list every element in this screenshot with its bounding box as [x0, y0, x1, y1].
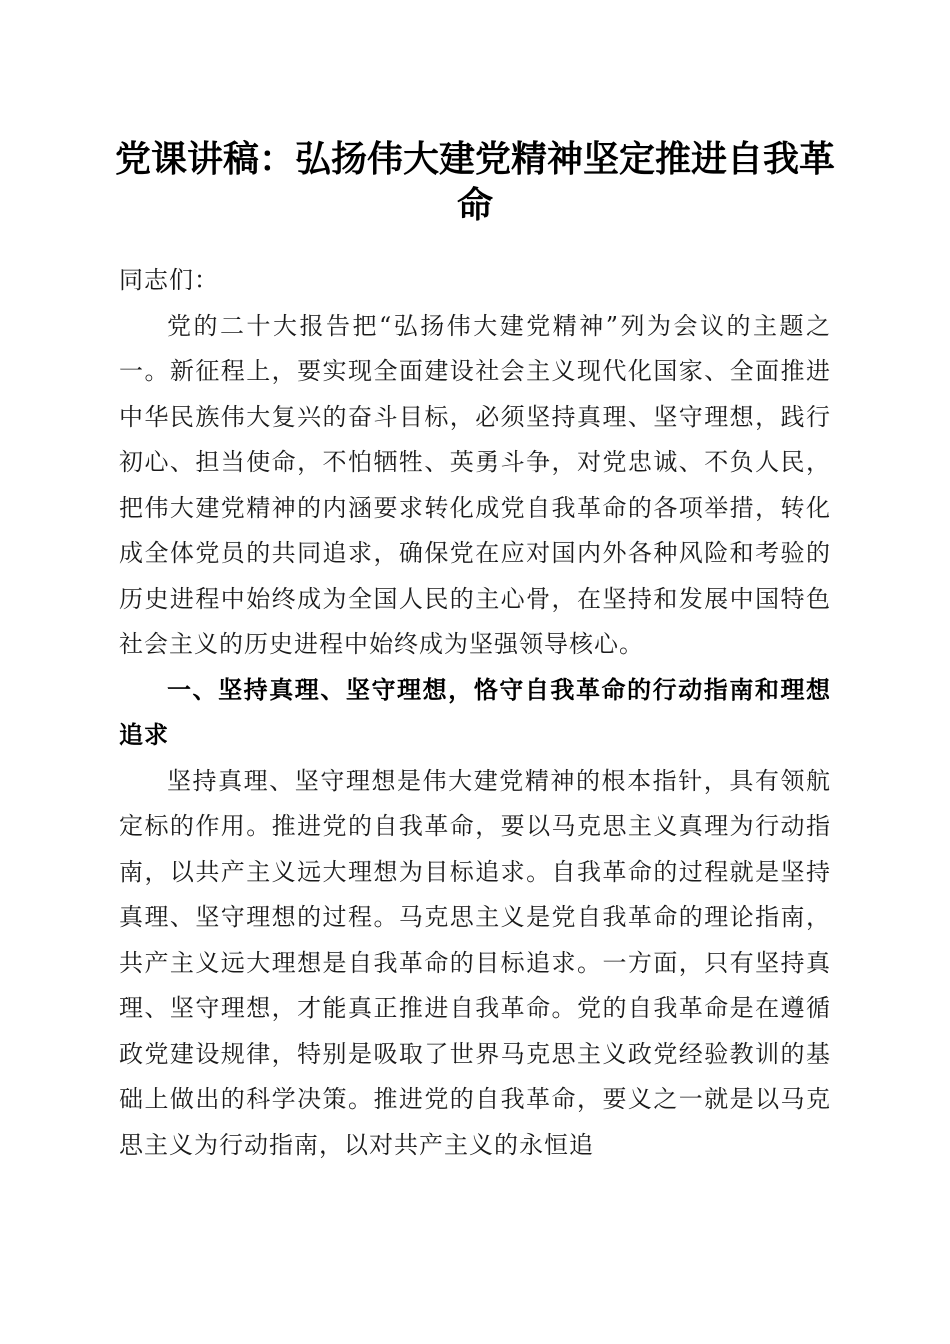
- document-body: [119, 258, 831, 1168]
- section-heading-1: 一、坚持真理、坚守理想，恪守自我革命的行动指南和理想追求: [119, 675, 831, 749]
- document-title: 党课讲稿：弘扬伟大建党精神坚定推进自我革命: [114, 138, 835, 226]
- paragraph-section-1: 坚持真理、坚守理想是伟大建党精神的根本指针，具有领航定标的作用。推进党的自我革命，要以马克思主义真理为行动指南，以共产主义远大理想为目标追求。自我革命的过程就是坚持真理、坚守理想的过程。马克思主义是党自我革命的理论指南，共产主义远大理想是自我革命的目标追求。一方面，只有坚持真理、坚守理想，才能真正推进自我革命。党的自我革命是在遵循政党建设规律，特别是吸取了世界马克思主义政党经验教训的基础上做出的科学决策。推进党的自我革命，要义之一就是以马克思主义为行动指南，以对共产主义的永恒追: [119, 766, 831, 1159]
- paragraph-intro: 党的二十大报告把“弘扬伟大建党精神”列为会议的主题之一。新征程上，要实现全面建设社会主义现代化国家、全面推进中华民族伟大复兴的奋斗目标，必须坚持真理、坚守理想，践行初心、担当使命，不怕牺牲、英勇斗争，对党忠诚、不负人民，把伟大建党精神的内涵要求转化成党自我革命的各项举措，转化成全体党员的共同追求，确保党在应对国内外各种风险和考验的历史进程中始终成为全国人民的主心骨，在坚持和发展中国特色社会主义的历史进程中始终成为坚强领导核心。: [119, 311, 831, 658]
- salutation: 同志们：: [119, 266, 219, 294]
